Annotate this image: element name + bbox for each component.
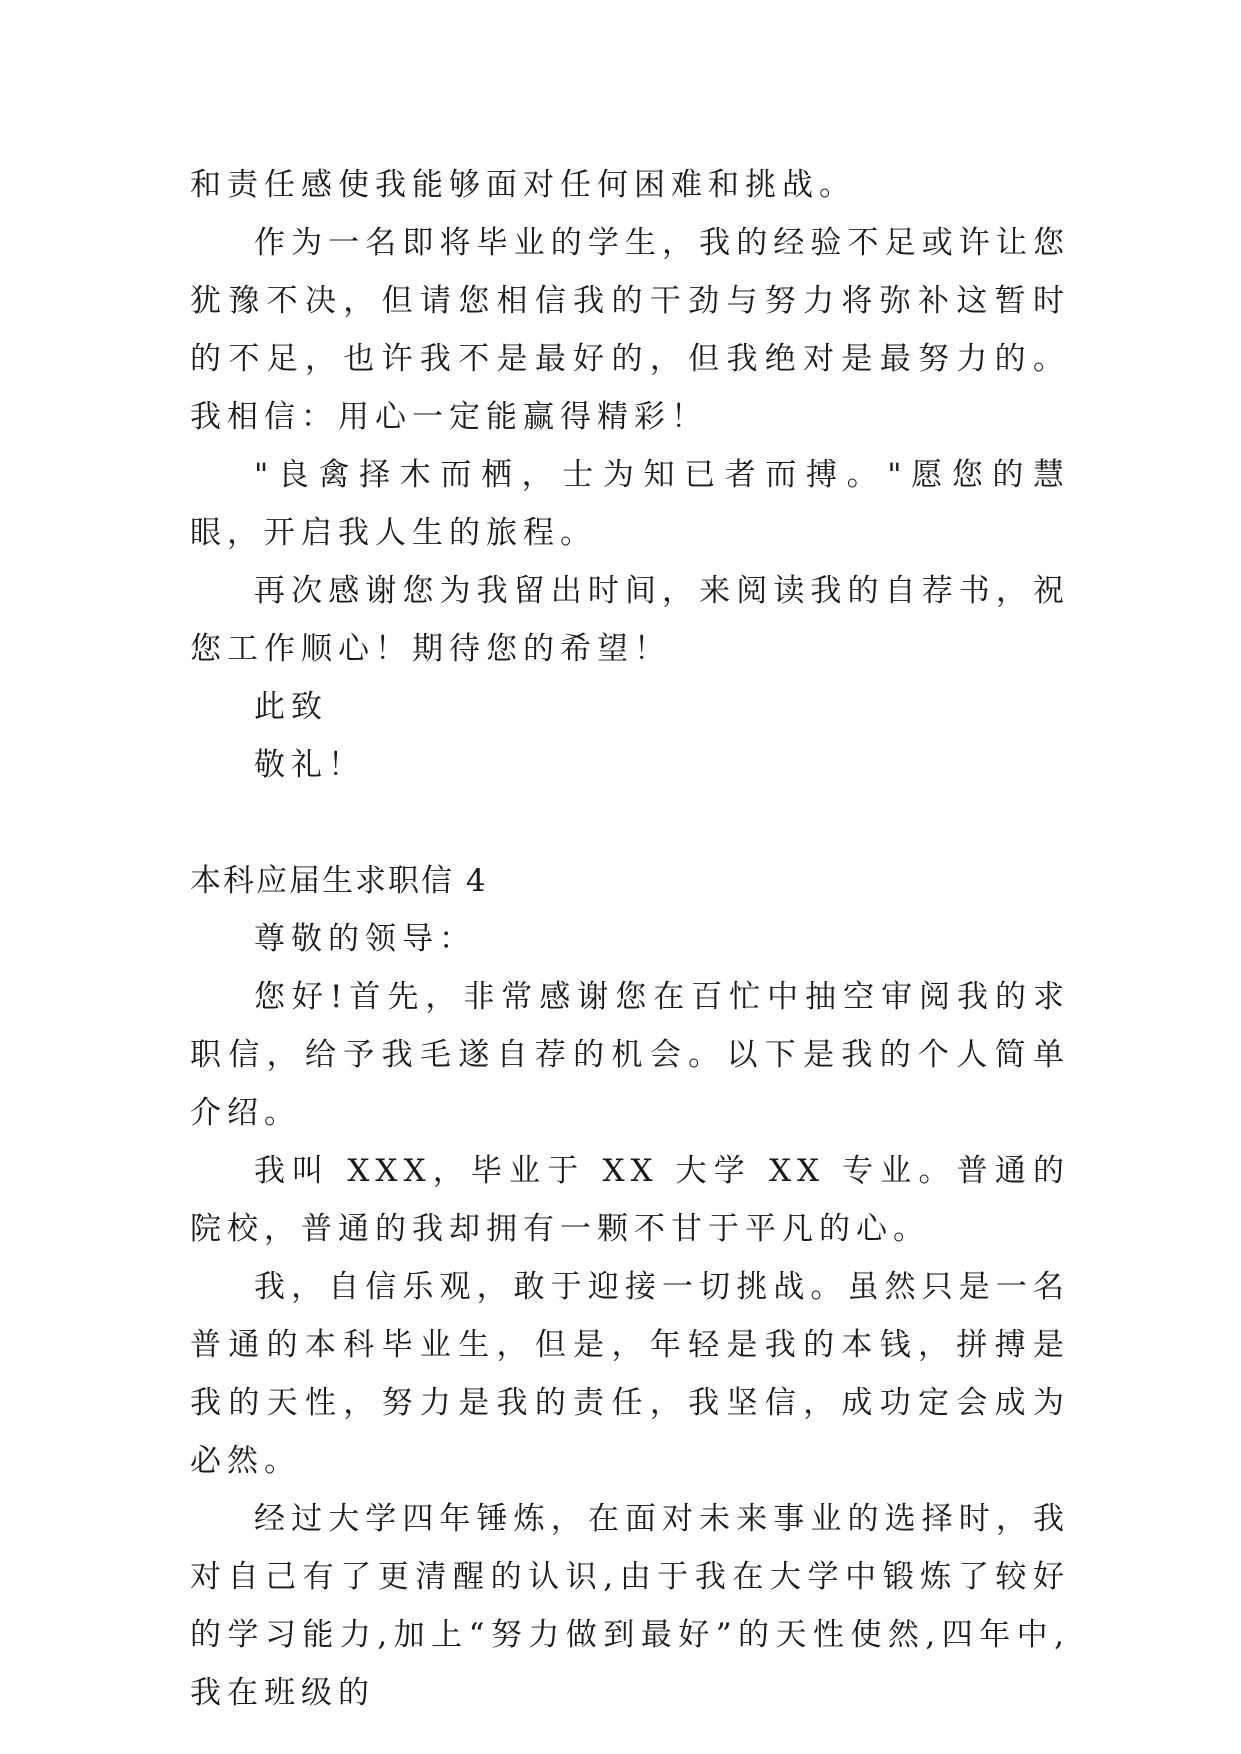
paragraph-name: 我叫 XXX，毕业于 XX 大学 XX 专业。普通的院校，普通的我却拥有一颗不甘于平凡的心。 <box>190 1153 1070 1247</box>
paragraph-training: 经过大学四年锤炼，在面对未来事业的选择时，我对自己有了更清醒的认识,由于我在大学中锻炼了较好的学习能力,加上“努力做到最好”的天性使然,四年中,我在班级的 <box>190 1501 1070 1711</box>
paragraph-thanks: 再次感谢您为我留出时间，来阅读我的自荐书，祝您工作顺心！期待您的希望！ <box>190 573 1070 667</box>
paragraph-quote: "良禽择木而栖，士为知已者而搏。"愿您的慧眼，开启我人生的旅程。 <box>190 457 1070 551</box>
paragraph-confident: 我，自信乐观，敢于迎接一切挑战。虽然只是一名普通的本科毕业生，但是，年轻是我的本钱，拼搏是我的天性，努力是我的责任，我坚信，成功定会成为必然。 <box>190 1269 1070 1479</box>
paragraph-continued: 和责任感使我能够面对任何困难和挑战。 <box>190 167 856 203</box>
section-title: 本科应届生求职信 4 <box>190 863 488 899</box>
document-body <box>190 156 1070 1722</box>
closing-line-2: 敬礼！ <box>254 747 365 783</box>
section-spacer <box>190 794 1070 852</box>
salutation: 尊敬的领导： <box>254 921 476 957</box>
closing-line-1: 此致 <box>254 689 328 725</box>
paragraph-student: 作为一名即将毕业的学生，我的经验不足或许让您犹豫不决，但请您相信我的干劲与努力将弥补这暂时的不足，也许我不是最好的，但我绝对是最努力的。我相信：用心一定能赢得精彩！ <box>190 225 1070 435</box>
paragraph-intro: 您好!首先，非常感谢您在百忙中抽空审阅我的求职信，给予我毛遂自荐的机会。以下是我的个人简单介绍。 <box>190 979 1070 1131</box>
